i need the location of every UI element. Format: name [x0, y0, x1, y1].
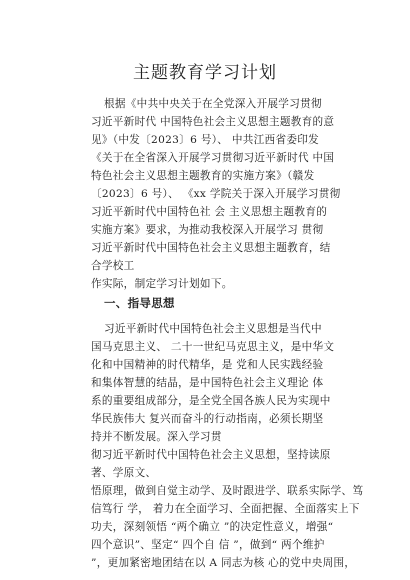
intro-line: 作实际，制定学习计划如下。	[91, 278, 233, 290]
intro-line: 特色社会主义思想主题教育的实施方案》（赣发	[91, 170, 315, 182]
body-line: 持并不断发展。深入学习贯	[91, 431, 222, 443]
intro-line: 见》（中发〔2023〕6 号）、 中共江西省委印发	[91, 134, 320, 146]
intro-line: 根据《中共中央关于在全党深入开展学习贯彻	[104, 98, 322, 110]
body-line: 习近平新时代中国特色社会主义思想是当代中	[104, 323, 322, 335]
body-line: 四个意识”、坚定“ 四个自 信 ”，做到“ 两个维护	[91, 539, 325, 551]
body-line: 化和中国精神的时代精华，是 党和人民实践经验	[91, 359, 324, 371]
body-line: ”，更加紧密地团结在以 A 同志为核 心的党中央周围，	[91, 557, 356, 569]
body-line: 彻习近平新时代中国特色社会主义思想，坚持读原	[91, 449, 331, 461]
body-line: 国马克思主义、 二十一世纪马克思主义，是中华文	[91, 341, 335, 353]
intro-line: 习近平新时代中国特色社 会 主义思想主题教育的	[91, 206, 328, 218]
body-line: 功夫，深刻领悟 “两个确立 ”的决定性意义，增强“	[91, 521, 334, 533]
body-line: 华民族伟大 复兴而奋斗的行动指南，必须长期坚	[91, 413, 324, 425]
intro-line: 习近平新时代 中国特色社会主义思想主题教育的意	[91, 116, 335, 128]
body-line: 著、学原文、	[91, 467, 157, 479]
body-line: 系的重要组成部分，是全党全国各族人民为实现中	[91, 395, 331, 407]
intro-line: 《关于在全省深入开展学习贯彻习近平新时代 中国	[91, 152, 335, 164]
body-line: 和集体智慧的结晶，是中国特色社会主义理论 体	[91, 377, 324, 389]
intro-line: 合学校工	[91, 260, 135, 272]
section-heading: 一、指导思想	[104, 296, 175, 310]
document-title: 主题教育学习计划	[133, 63, 277, 83]
intro-line: 习近平新时代中国特色社会主义思想主题教育，结	[91, 242, 331, 254]
intro-line: 实施方案》要求，为推动我校深入开展学习 贯彻	[91, 224, 324, 236]
body-line: 信笃行 学， 着力在全面学习、全面把握、全面落实上下	[91, 503, 360, 515]
body-line: 悟原理，做到自觉主动学、及时跟进学、联系实际学、笃	[91, 485, 364, 497]
intro-line: 〔2023〕6 号）、 《xx 学院关于深入开展学习贯彻	[91, 188, 341, 200]
